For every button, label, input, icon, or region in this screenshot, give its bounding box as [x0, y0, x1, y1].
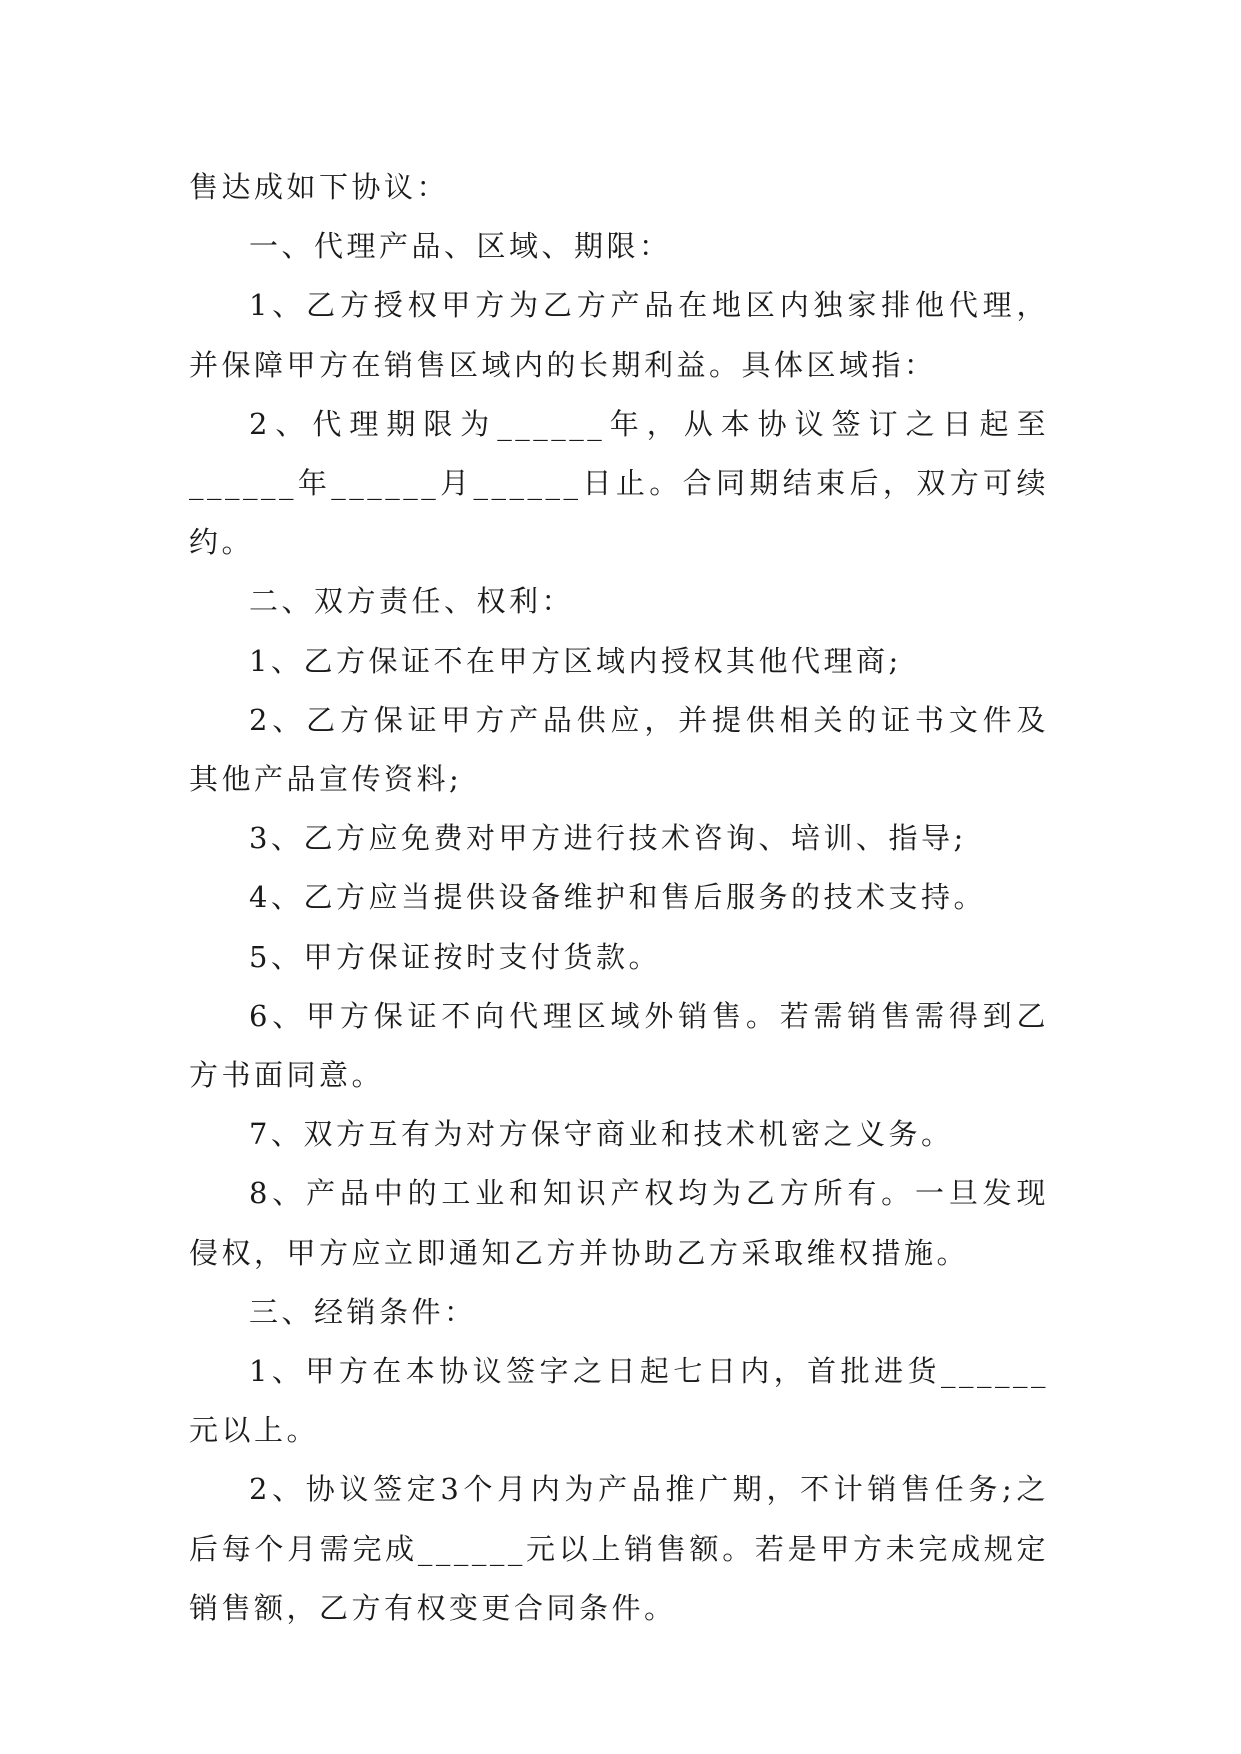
clause-2-4: 4、乙方应当提供设备维护和售后服务的技术支持。	[249, 880, 986, 915]
document-body	[189, 158, 1049, 1638]
clause-2-2: 2、乙方保证甲方产品供应，并提供相关的证书文件及其他产品宣传资料;	[189, 702, 1049, 797]
section-heading-1: 一、代理产品、区域、期限：	[249, 229, 672, 264]
section-heading-3: 三、经销条件：	[249, 1294, 477, 1329]
clause-2-5: 5、甲方保证按时支付货款。	[249, 939, 661, 974]
clause-2-7: 7、双方互有为对方保守商业和技术机密之义务。	[249, 1117, 954, 1152]
clause-3-2: 2、协议签定3个月内为产品推广期，不计销售任务;之后每个月需完成______元以上销售额。若是甲方未完成规定销售额，乙方有权变更合同条件。	[189, 1472, 1049, 1625]
clause-1-1: 1、乙方授权甲方为乙方产品在地区内独家排他代理，并保障甲方在销售区域内的长期利益。具体区域指：	[189, 288, 1049, 382]
paragraph-continuation: 售达成如下协议：	[189, 170, 450, 204]
clause-2-6: 6、甲方保证不向代理区域外销售。若需销售需得到乙方书面同意。	[189, 998, 1049, 1093]
clause-1-2: 2、代理期限为______年，从本协议签订之日起至______年______月______日止。合同期结束后，双方可续约。	[189, 406, 1049, 560]
clause-3-1: 1、甲方在本协议签字之日起七日内，首批进货______元以上。	[189, 1354, 1049, 1448]
clause-2-8: 8、产品中的工业和知识产权均为乙方所有。一旦发现侵权，甲方应立即通知乙方并协助乙方采取维权措施。	[189, 1176, 1049, 1270]
clause-2-3: 3、乙方应免费对甲方进行技术咨询、培训、指导;	[249, 821, 967, 856]
clause-2-1: 1、乙方保证不在甲方区域内授权其他代理商;	[249, 643, 902, 678]
section-heading-2: 二、双方责任、权利：	[249, 584, 575, 619]
